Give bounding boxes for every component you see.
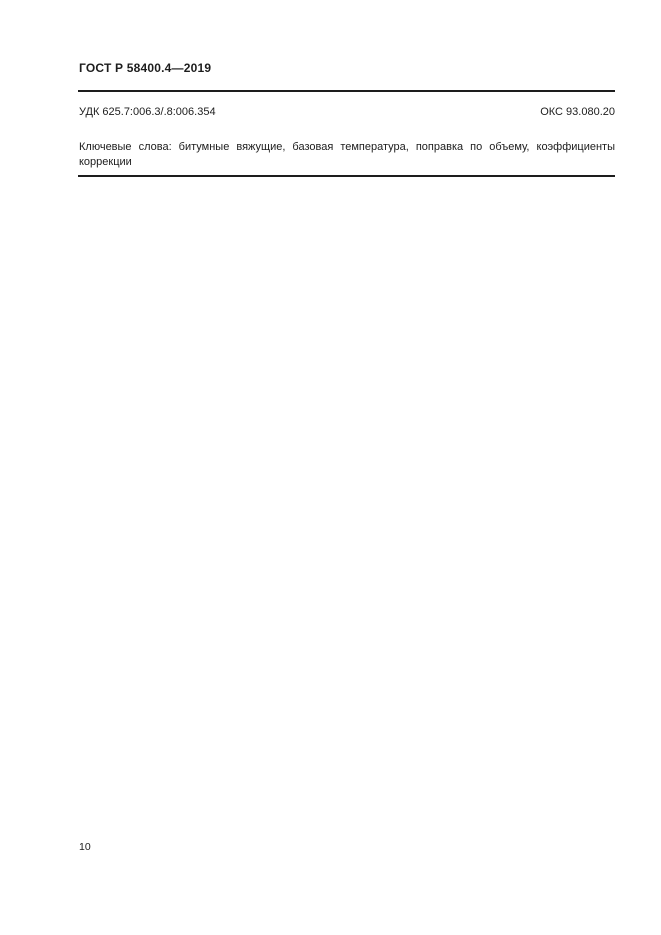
udk-code: УДК 625.7:006.3/.8:006.354 [79, 106, 216, 118]
keywords-line-2: коррекции [79, 156, 132, 168]
horizontal-rule-top [78, 90, 615, 92]
doc-header-title: ГОСТ Р 58400.4—2019 [79, 61, 212, 75]
oks-code: ОКС 93.080.20 [540, 106, 615, 118]
keywords-line-1: Ключевые слова: битумные вяжущие, базовая температура, поправка по объему, коэффициенты [79, 141, 615, 153]
page-number: 10 [79, 841, 91, 853]
classification-row [79, 105, 615, 119]
keywords-paragraph [79, 140, 615, 170]
horizontal-rule-bottom [78, 175, 615, 177]
